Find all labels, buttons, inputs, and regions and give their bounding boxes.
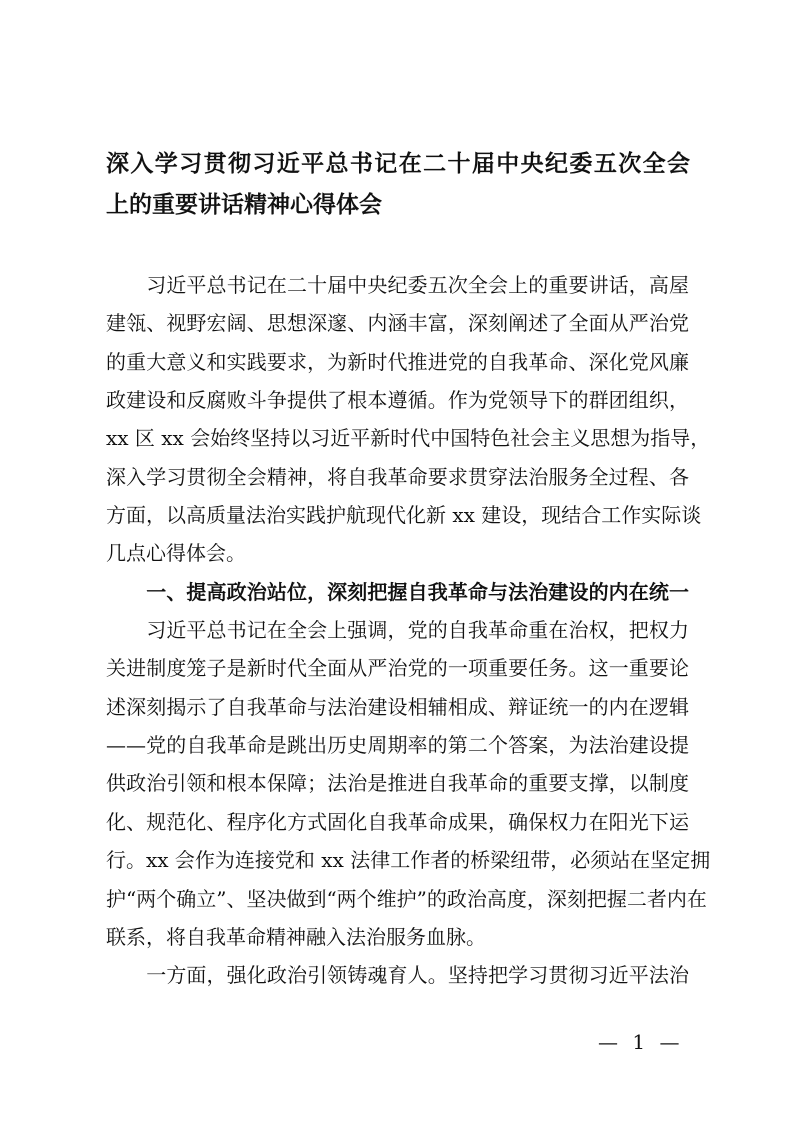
body-text-line: 一方面，强化政治引领铸魂育人。坚持把学习贯彻习近平法治 [106, 963, 689, 988]
page-number: — 1 — [598, 1030, 684, 1054]
document-body [106, 266, 711, 995]
section-heading: 一、提高政治站位，深刻把握自我革命与法治建设的内在统一 [106, 579, 689, 604]
body-text-line: 深入学习贯彻全会精神，将自我革命要求贯穿法治服务全过程、各 [106, 464, 689, 489]
body-text-line: ——党的自我革命是跳出历史周期率的第二个答案，为法治建设提 [106, 733, 689, 758]
body-text-line: 护“两个确立”、坚决做到“两个维护”的政治高度，深刻把握二者内在 [106, 886, 707, 911]
body-text-line: 习近平总书记在二十届中央纪委五次全会上的重要讲话，高屋 [106, 273, 689, 297]
body-text-line: 的重大意义和实践要求，为新时代推进党的自我革命、深化党风廉 [106, 349, 689, 374]
body-text-line: 方面，以高质量法治实践护航现代化新 xx 建设，现结合工作实际谈 [106, 503, 702, 528]
body-text-line: 几点心得体会。 [106, 541, 246, 566]
title-line: 上的重要讲话精神心得体会 [106, 192, 382, 218]
body-text-line: 政建设和反腐败斗争提供了根本遵循。作为党领导下的群团组织， [106, 388, 689, 413]
body-text-line: 化、规范化、程序化方式固化自我革命成果，确保权力在阳光下运 [106, 809, 689, 834]
body-text-line: 供政治引领和根本保障；法治是推进自我革命的重要支撑，以制度 [106, 771, 689, 796]
body-text-line: 习近平总书记在全会上强调，党的自我革命重在治权，把权力 [106, 618, 689, 643]
body-text-line: 行。xx 会作为连接党和 xx 法律工作者的桥梁纽带，必须站在坚定拥 [106, 848, 711, 873]
body-text-line: 联系，将自我革命精神融入法治服务血脉。 [106, 924, 486, 949]
body-text-line: 建瓴、视野宏阔、思想深邃、内涵丰富，深刻阐述了全面从严治党 [106, 311, 689, 336]
title-line: 深入学习贯彻习近平总书记在二十届中央纪委五次全会 [106, 151, 690, 177]
body-text-line: 述深刻揭示了自我革命与法治建设相辅相成、辩证统一的内在逻辑 [106, 694, 689, 719]
body-text-line: xx 区 xx 会始终坚持以习近平新时代中国特色社会主义思想为指导， [106, 426, 711, 451]
body-text-line: 关进制度笼子是新时代全面从严治党的一项重要任务。这一重要论 [106, 656, 689, 681]
document-title [106, 144, 690, 226]
